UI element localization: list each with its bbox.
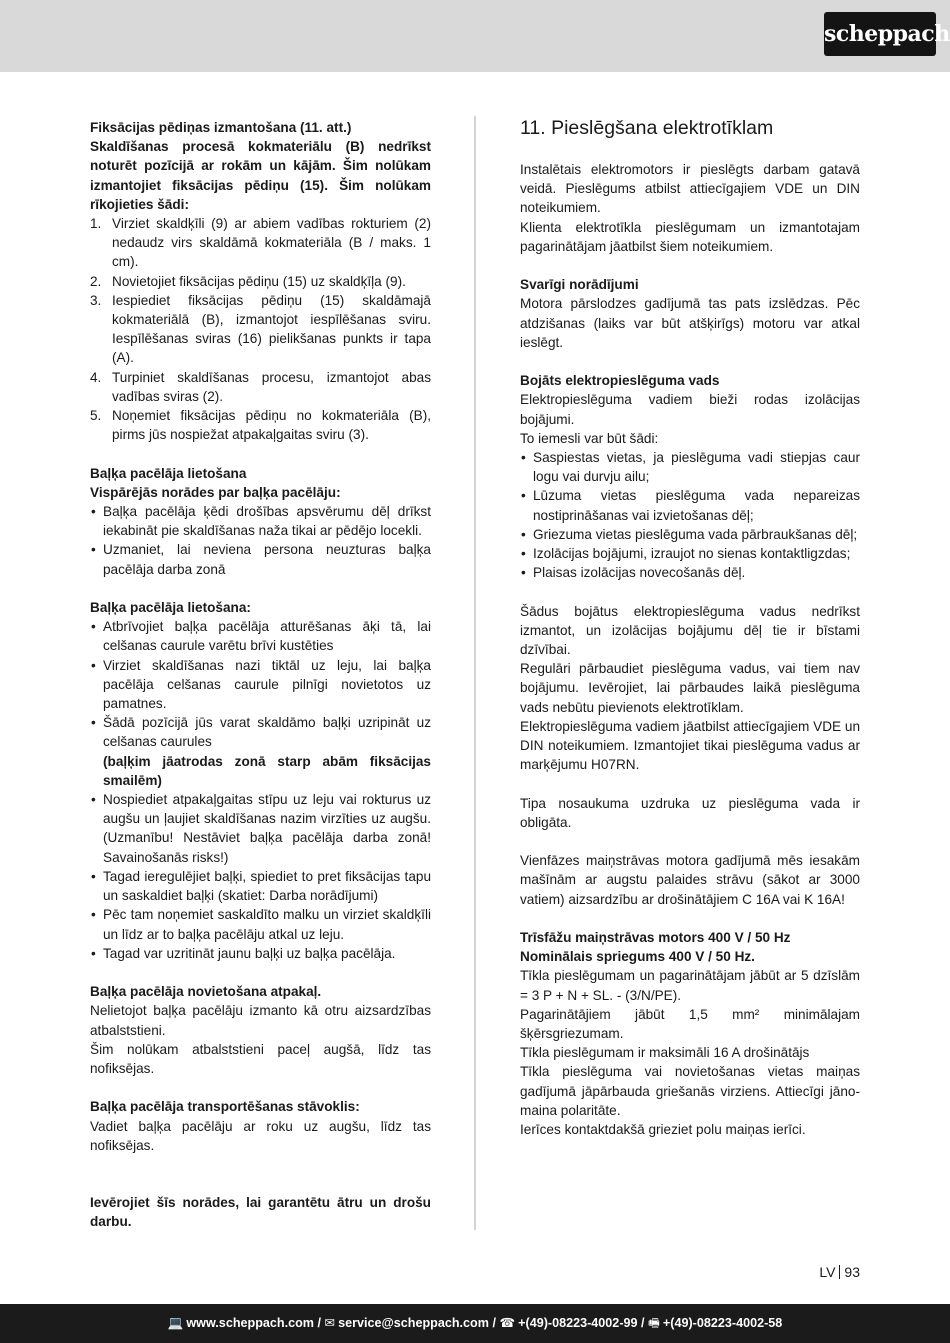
footer-phone[interactable]: +(49)-08223-4002-99 / [518,1316,645,1330]
list-item: • Izolācijas bojājumi, izraujot no sienas kontaktligzdas; [521,546,851,562]
three-phase-text-5: Ierīces kontaktdakšā grieziet polu maiņas ierīci. [520,1122,806,1138]
page-lang: LV [819,1264,836,1280]
intro-text-2: Klienta elektrotīkla pieslēgumam un izmantotajam pagarinātājam jāatbilst šiem noteikumiem. [520,219,860,254]
cables-text-1: Šādus bojātus elektropieslēguma vadus nedrīkst izmantot, un izolācijas bojājumu dēļ tie ir bīstami dzīvībai. [520,603,860,658]
intro-text-1: Instalētais elektromotors ir pieslēgts darbam gatavā veidā. Pieslēgums atbilst attiecīgajiem VDE un DIN noteikumiem. [520,162,860,216]
return-heading: Baļķa pacēlāja novietošana atpakaļ. [90,984,322,1000]
cables-text-2: Regulāri pārbaudiet pieslēguma vadus, vai tiem nav bojājumu. Ievērojiet, lai pārbaudes laikā pieslēguma vads nebūtu pievienots elektrotīklam. [520,661,860,715]
three-phase-heading-1: Trīsfāžu maiņstrāvas motors 400 V / 50 Hz [520,930,791,946]
left-column [90,118,431,1232]
lift-heading: Baļķa pacēlāja lietošana [90,465,247,481]
return-text-2: Šim nolūkam atbalststieni paceļ augšā, līdz tas nofiksējas. [90,1041,431,1076]
footer-band [0,1304,950,1343]
list-item: • Baļķa pacēlāja ķēdi drošības apsvērumu dēļ drīkst iekabināt pie skaldīšanas naža tikai ar pēdējo locekli. [91,504,431,539]
footer-fax[interactable]: +(49)-08223-4002-58 [662,1316,783,1330]
list-item: • Virziet skaldīšanas nazi tiktāl uz leju, lai baļķa pacēlāja celšanas caurule pilnīgi novietotos uz pamatnes. [91,657,431,712]
general-list [90,502,431,579]
logo-text: scheppach [824,21,950,47]
header-band [0,0,950,72]
general-heading: Vispārējās norādes par baļķa pacēlāju: [90,484,341,500]
list-item: • Atbrīvojiet baļķa pacēlāja atturēšanas āķi tā, lai celšanas caurule varētu brīvi kustēties [91,619,431,654]
transport-text: Vadiet baļķa pacēlāju ar roku uz augšu, līdz tas nofiksējas. [90,1118,431,1153]
usage-bold-note: (baļķim jāatrodas zonā starp abām fiksācijas smailēm) [103,753,431,788]
page-number-value: 93 [844,1264,860,1280]
list-item: 1. Virziet skaldķīli (9) ar abiem vadības rokturiem (2) nedaudz virs skaldāmā kokmateriāla (B / maks. 1 cm). [90,216,431,270]
list-item: • Griezuma vietas pieslēguma vada pārbraukšanas dēļ; [521,526,858,542]
damaged-heading: Bojāts elektropieslēguma vads [520,373,720,389]
important-text: Motora pārslodzes gadījumā tas pats izslēdzas. Pēc atdzišanas (laiks var būt atšķirīgs) motoru var atkal ieslēgt. [520,296,860,350]
list-item: • Tagad var uzritināt jaunu baļķi uz baļķa pacēlāja. [91,945,396,961]
usage-heading: Baļķa pacēlāja lietošana: [90,600,251,616]
footer-email[interactable]: service@scheppach.com / [338,1316,496,1330]
list-item: • Tagad ieregulējiet baļķi, spiediet to pret fiksācijas tapu un saskaldiet baļķi (skatiet: Darba norādījumi) [91,868,431,904]
list-item: • Šādā pozīcijā jūs varat skaldāmo baļķi uzripināt uz celšanas caurules (baļķim jāatrodas zonā starp abām fiksācijas smailēm) [91,715,431,788]
damaged-text: Elektropieslēguma vadiem bieži rodas izolācijas bojājumi. [520,392,860,427]
three-phase-text-3: Tīkla pieslēgumam ir maksimāli 16 A drošinātājs [520,1045,810,1061]
page-separator [839,1265,840,1279]
list-item: • Pēc tam noņemiet saskaldīto malku un virziet skaldķīli un līdz ar to baļķa pacēlāju atkal uz leju. [91,907,431,942]
list-item: • Plaisas izolācijas novecošanās dēļ. [521,565,746,581]
list-item: • Saspiestas vietas, ja pieslēguma vadi stiepjas caur logu vai durvju ailu; [521,450,860,485]
closing-note: Ievērojiet šīs norādes, lai garantētu ātru un drošu darbu. [90,1195,431,1230]
three-phase-text-1: Tīkla pieslēgumam un pagarinātājam jābūt ar 5 dzīslām = 3 P + N + SL. - (3/N/PE). [520,968,860,1003]
transport-heading: Baļķa pacēlāja transportēšanas stāvoklis: [90,1099,360,1115]
list-item: 2. Novietojiet fiksācijas pēdiņu (15) uz skaldķīļa (9). [90,273,406,289]
section-title: 11. Pieslēgšana elektrotīklam [520,117,774,139]
footer-contact [0,1304,950,1343]
fax-icon: 🖷 [648,1316,660,1330]
list-item: • Uzmaniet, lai neviena persona neuzturas baļķa pacēlāja darba zonā [91,542,431,577]
phone-icon: ☎ [499,1316,516,1330]
fix-steps-list [90,214,431,444]
important-heading: Svarīgi norādījumi [520,277,639,293]
type-label-text: Tipa nosaukuma uzdruka uz pieslēguma vada ir obligāta. [520,795,860,830]
column-divider [474,116,476,1230]
page-number [760,1264,860,1280]
footer-website[interactable]: www.scheppach.com / [186,1316,321,1330]
list-item: 3. Iespiediet fiksācijas pēdiņu (15) skaldāmajā kokmateriālā (B), izmantojot iespīlēšanas sviru. Iespīlēšanas sviras (16) pielikšanas punkts ir tapa (A). [90,292,431,366]
cables-text-3: Elektropieslēguma vadiem jāatbilst attiecīgajiem VDE un DIN noteikumiem. Izmantojiet tikai pieslēguma vadus ar marķējumu H07RN. [520,718,861,773]
three-phase-text-4: Tīkla pieslēguma vai novietošanas vietas maiņas gadījumā jāpārbauda griešanās virziens. Attiecīgi jānomaina polaritāte. [520,1064,860,1118]
scheppach-logo [824,12,950,56]
three-phase-heading-2: Nominālais spriegums 400 V / 50 Hz. [520,949,755,965]
fix-intro-text: Skaldīšanas procesā kokmateriālu (B) nedrīkst noturēt pozīcijā ar rokām un kājām. Šim nolūkam izmantojiet fiksācijas pēdiņu (15). Šim nolūkam rīkojieties šādi: [90,139,431,212]
right-column [520,116,860,1139]
list-item: 5. Noņemiet fiksācijas pēdiņu no kokmateriāla (B), pirms jūs nospiežat atpakaļgaitas sviru (3). [90,408,431,443]
usage-list [90,617,431,963]
list-item: 4. Turpiniet skaldīšanas procesu, izmantojot abas vadības sviras (2). [90,369,431,404]
reasons-intro: To iemesli var būt šādi: [520,430,659,446]
list-item: • Lūzuma vietas pieslēguma vada nepareizas nostiprināšanas vai izvietošanas dēļ; [521,488,860,523]
fix-heading: Fiksācijas pēdiņas izmantošana (11. att.) [90,120,352,135]
laptop-icon: 💻 [167,1316,184,1330]
single-phase-text: Vienfāzes maiņstrāvas motora gadījumā mēs iesakām mašīnām ar augstu palaides strāvu (sākot ar 3000 vatiem) aizsardzību ar drošinātājiem C 16A vai K 16A! [520,853,860,907]
mail-icon: ✉ [324,1316,336,1330]
return-text-1: Nelietojot baļķa pacēlāju izmanto kā otru aizsardzības atbalststieni. [90,1003,431,1038]
reasons-list [520,448,860,582]
three-phase-text-2: Pagarinātājiem jābūt 1,5 mm² minimālajam šķērsgriezumam. [520,1006,860,1042]
list-item: • Nospiediet atpakaļgaitas stīpu uz leju vai rokturus uz augšu un ļaujiet skaldīšanas nazim virzīties uz augšu. (Uzmanību! Nestāviet baļķa pacēlāja darba zonā! Savainošanās risks!) [91,792,431,865]
